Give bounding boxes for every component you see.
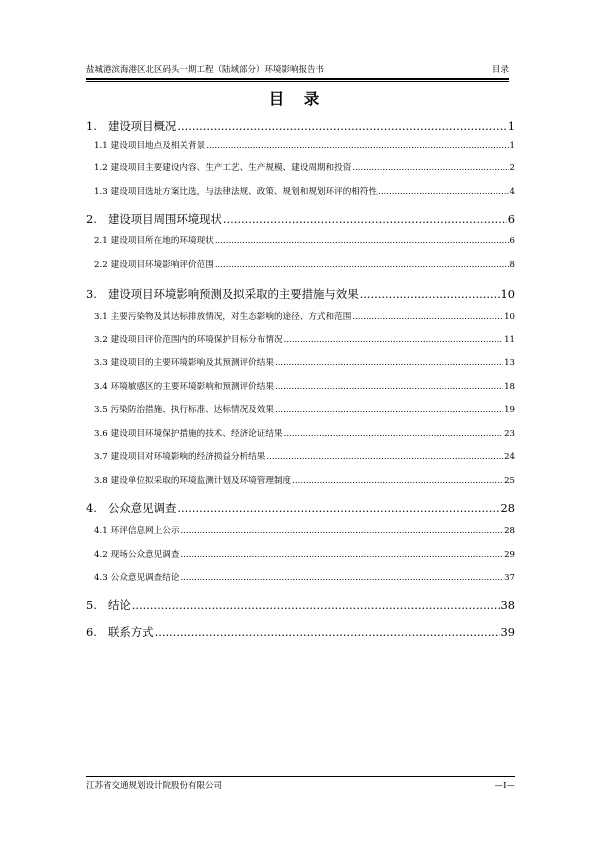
toc-entry-page: 28 xyxy=(504,526,515,536)
toc-dot-leader xyxy=(180,571,503,585)
toc-entry-number: 4. xyxy=(86,501,97,515)
toc-entry-number: 6. xyxy=(86,625,97,639)
toc-dot-leader xyxy=(360,285,500,303)
toc-dot-leader xyxy=(132,596,500,614)
toc-entry-number: 2.2 xyxy=(94,260,108,270)
toc-dot-leader xyxy=(284,333,504,347)
toc-section-entry[interactable] xyxy=(86,185,515,199)
toc-entry-title: 环境敏感区的主要环境影响和预测评价结果 xyxy=(110,382,274,392)
toc-entry-page: 13 xyxy=(504,358,515,368)
toc-dot-leader xyxy=(292,474,503,488)
toc-entry-page: 39 xyxy=(500,625,515,639)
toc-chapter-entry[interactable] xyxy=(86,285,515,303)
page-header xyxy=(86,63,509,77)
toc-entry-number: 3.3 xyxy=(94,358,108,368)
toc-entry-page: 10 xyxy=(500,287,515,301)
toc-entry-title: 公众意见调查 xyxy=(108,501,177,515)
toc-entry-title: 建设单位拟采取的环境监测计划及环境管理制度 xyxy=(110,476,292,486)
header-section-label: 目录 xyxy=(491,65,509,75)
header-rule xyxy=(86,78,509,82)
toc-entry-page: 1 xyxy=(509,141,515,151)
toc-entry-page: 25 xyxy=(504,476,515,486)
toc-chapter-entry[interactable] xyxy=(86,210,515,228)
toc-section-entry[interactable] xyxy=(86,524,515,538)
toc-dot-leader xyxy=(378,185,508,199)
toc-entry-number: 4.1 xyxy=(94,526,108,536)
toc-section-entry[interactable] xyxy=(86,161,515,175)
toc-section-entry[interactable] xyxy=(86,403,515,417)
toc-entry-title: 建设项目环境保护措施的技术、经济论证结果 xyxy=(110,429,283,439)
toc-chapter-entry[interactable] xyxy=(86,623,515,641)
document-title: 盐城港滨海港区北区码头一期工程（陆域部分）环境影响报告书 xyxy=(86,65,325,75)
toc-entry-page: 37 xyxy=(504,573,515,583)
toc-dot-leader xyxy=(275,380,503,394)
page-footer xyxy=(86,780,515,792)
toc-dot-leader xyxy=(352,310,503,324)
toc-entry-title: 环评信息网上公示 xyxy=(110,526,180,536)
toc-entry-page: 29 xyxy=(504,550,515,560)
toc-chapter-entry[interactable] xyxy=(86,499,515,517)
toc-entry-page: 10 xyxy=(504,312,515,322)
toc-entry-page: 19 xyxy=(504,405,515,415)
toc-entry-page: 38 xyxy=(500,598,515,612)
toc-entry-title: 建设项目主要建设内容、生产工艺、生产规模、建设周期和投资 xyxy=(110,163,352,173)
toc-section-entry[interactable] xyxy=(86,380,515,394)
toc-entry-title: 污染防治措施、执行标准、达标情况及效果 xyxy=(110,405,274,415)
toc-dot-leader xyxy=(284,427,504,441)
toc-chapter-entry[interactable] xyxy=(86,117,515,135)
toc-dot-leader xyxy=(352,161,508,175)
toc-entry-number: 3.8 xyxy=(94,476,108,486)
toc-entry-title: 建设项目周围环境现状 xyxy=(108,212,222,226)
toc-entry-title: 建设项目环境影响评价范围 xyxy=(110,260,214,270)
toc-entry-page: 1 xyxy=(507,119,515,133)
toc-entry-number: 3. xyxy=(86,287,97,301)
toc-section-entry[interactable] xyxy=(86,548,515,562)
toc-entry-number: 3.4 xyxy=(94,382,108,392)
toc-entry-number: 1.1 xyxy=(94,141,108,151)
toc-dot-leader xyxy=(177,117,506,135)
toc-dot-leader xyxy=(266,450,503,464)
footer-rule xyxy=(86,776,515,777)
toc-dot-leader xyxy=(275,403,503,417)
toc-dot-leader xyxy=(223,210,507,228)
toc-entry-page: 11 xyxy=(504,335,515,345)
toc-entry-number: 2. xyxy=(86,212,97,226)
toc-entry-title: 建设项目的主要环境影响及其预测评价结果 xyxy=(110,358,274,368)
toc-entry-title: 现场公众意见调查 xyxy=(110,550,180,560)
toc-entry-number: 3.6 xyxy=(94,429,108,439)
toc-entry-number: 4.2 xyxy=(94,550,108,560)
toc-dot-leader xyxy=(180,524,503,538)
toc-entry-title: 建设项目环境影响预测及拟采取的主要措施与效果 xyxy=(108,287,359,301)
toc-entry-number: 3.1 xyxy=(94,312,108,322)
toc-entry-page: 4 xyxy=(509,187,515,197)
toc-section-entry[interactable] xyxy=(86,474,515,488)
toc-dot-leader xyxy=(215,234,509,248)
toc-entry-page: 6 xyxy=(507,212,515,226)
toc-section-entry[interactable] xyxy=(86,571,515,585)
toc-entry-number: 2.1 xyxy=(94,236,108,246)
toc-dot-leader xyxy=(155,623,500,641)
toc-entry-title: 建设项目选址方案比选，与法律法规、政策、规划和规划环评的相符性 xyxy=(110,187,378,197)
toc-entry-page: 28 xyxy=(500,501,515,515)
toc-entry-title: 结论 xyxy=(108,598,131,612)
toc-entry-number: 3.2 xyxy=(94,335,108,345)
toc-entry-number: 4.3 xyxy=(94,573,108,583)
toc-entry-number: 1.3 xyxy=(94,187,108,197)
toc-entry-title: 公众意见调查结论 xyxy=(110,573,180,583)
toc-chapter-entry[interactable] xyxy=(86,596,515,614)
toc-entry-title: 建设项目对环境影响的经济损益分析结果 xyxy=(110,452,266,462)
page-number: —I— xyxy=(494,781,515,791)
toc-dot-leader xyxy=(275,356,503,370)
toc-entry-page: 2 xyxy=(509,163,515,173)
toc-dot-leader xyxy=(177,499,499,517)
toc-entry-number: 1. xyxy=(86,119,97,133)
toc-section-entry[interactable] xyxy=(86,310,515,324)
toc-section-entry[interactable] xyxy=(86,427,515,441)
toc-entry-page: 6 xyxy=(509,236,515,246)
toc-section-entry[interactable] xyxy=(86,139,515,153)
toc-entry-title: 主要污染物及其达标排放情况，对生态影响的途径、方式和范围 xyxy=(110,312,352,322)
toc-entry-page: 24 xyxy=(504,452,515,462)
toc-entry-page: 18 xyxy=(504,382,515,392)
toc-entry-title: 建设项目评价范围内的环境保护目标分布情况 xyxy=(110,335,283,345)
toc-entry-number: 3.7 xyxy=(94,452,108,462)
toc-entry-title: 建设项目概况 xyxy=(108,119,177,133)
toc-entry-number: 3.5 xyxy=(94,405,108,415)
toc-entry-title: 联系方式 xyxy=(108,625,154,639)
toc-section-entry[interactable] xyxy=(86,234,515,248)
toc-section-entry[interactable] xyxy=(86,450,515,464)
toc-dot-leader xyxy=(206,139,508,153)
toc-dot-leader xyxy=(215,258,509,272)
toc-section-entry[interactable] xyxy=(86,333,515,347)
toc-entry-title: 建设项目所在地的环境现状 xyxy=(110,236,214,246)
toc-entry-number: 1.2 xyxy=(94,163,108,173)
toc-dot-leader xyxy=(180,548,503,562)
toc-entry-page: 8 xyxy=(509,260,515,270)
toc-section-entry[interactable] xyxy=(86,356,515,370)
toc-section-entry[interactable] xyxy=(86,258,515,272)
company-name: 江苏省交通规划设计院股份有限公司 xyxy=(86,781,223,791)
toc-heading: 目 录 xyxy=(268,90,327,108)
toc-entry-number: 5. xyxy=(86,598,97,612)
toc-entry-page: 23 xyxy=(504,429,515,439)
toc-entry-title: 建设项目地点及相关背景 xyxy=(110,141,206,151)
